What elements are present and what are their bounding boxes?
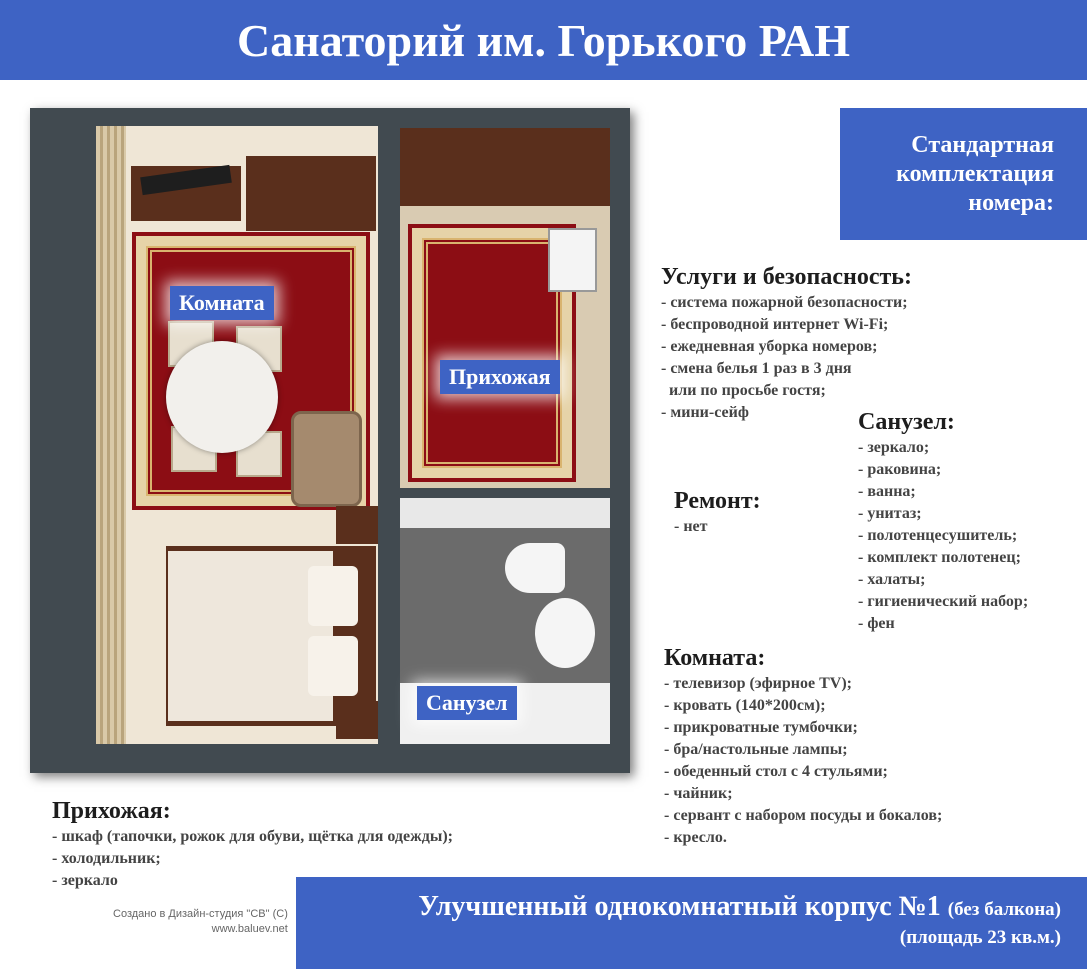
list-item: - полотенцесушитель; — [858, 527, 1018, 544]
list-item: - зеркало; — [858, 439, 930, 456]
plan-room-area — [96, 126, 378, 744]
credit-line: Создано в Дизайн-студия "СВ" (С) — [113, 908, 288, 920]
list-item: - кровать (140*200см); — [664, 697, 826, 714]
footer-banner — [296, 877, 1087, 969]
dining-table — [166, 341, 278, 453]
footer-title: Улучшенный однокомнатный корпус №1 — [418, 891, 941, 922]
section-title: Санузел: — [858, 409, 955, 435]
credit-link[interactable]: www.baluev.net — [211, 923, 288, 935]
sideboard — [246, 156, 376, 231]
list-item: - унитаз; — [858, 505, 922, 522]
standard-config-box — [840, 108, 1087, 240]
pillow — [308, 566, 358, 626]
plan-label-bathroom: Санузел — [417, 686, 517, 720]
list-item: - шкаф (тапочки, рожок для обуви, щётка для одежды); — [52, 828, 453, 845]
list-item: - зеркало — [52, 872, 118, 889]
list-item: - кресло. — [664, 829, 727, 846]
list-item: - гигиенический набор; — [858, 593, 1029, 610]
wardrobe — [400, 128, 610, 206]
pillow — [308, 636, 358, 696]
list-item: - бра/настольные лампы; — [664, 741, 848, 758]
repair-section — [674, 488, 761, 538]
list-item: - прикроватные тумбочки; — [664, 719, 858, 736]
floor-plan — [30, 108, 630, 773]
footer-note: (без балкона) — [947, 899, 1061, 920]
design-credit — [113, 907, 288, 937]
list-item: - система пожарной безопасности; — [661, 294, 908, 311]
list-item: - раковина; — [858, 461, 942, 478]
armchair — [291, 411, 362, 507]
toilet — [505, 543, 565, 593]
list-item: - фен — [858, 615, 895, 632]
list-item: - ванна; — [858, 483, 916, 500]
plan-hallway-area — [400, 128, 610, 488]
section-title: Услуги и безопасность: — [661, 264, 912, 290]
list-item: - смена белья 1 раз в 3 дня — [661, 360, 852, 377]
section-title: Ремонт: — [674, 488, 761, 514]
config-line: Стандартная — [911, 131, 1054, 158]
list-item: - комплект полотенец; — [858, 549, 1021, 566]
footer-title-line — [296, 891, 1061, 923]
room-section — [664, 645, 942, 849]
config-line: номера: — [968, 189, 1054, 216]
section-title: Комната: — [664, 645, 766, 671]
section-title: Прихожая: — [52, 798, 171, 824]
list-item: - чайник; — [664, 785, 733, 802]
list-item: - холодильник; — [52, 850, 161, 867]
list-item: - сервант с набором посуды и бокалов; — [664, 807, 943, 824]
list-item: - обеденный стол с 4 стульями; — [664, 763, 888, 780]
list-item: - ежедневная уборка номеров; — [661, 338, 878, 355]
list-item: - нет — [674, 518, 708, 535]
list-item: - халаты; — [858, 571, 926, 588]
plan-label-hallway: Прихожая — [440, 360, 560, 394]
footer-area: (площадь 23 кв.м.) — [899, 927, 1061, 948]
list-item: - беспроводной интернет Wi-Fi; — [661, 316, 889, 333]
nightstand — [336, 506, 378, 544]
page-title: Санаторий им. Горького РАН — [0, 0, 1087, 80]
plan-label-room: Комната — [170, 286, 274, 320]
config-line: комплектация — [896, 160, 1054, 187]
bathroom-wall-tiles — [400, 498, 610, 528]
list-item: или по просьбе гостя; — [661, 382, 826, 399]
sink — [535, 598, 595, 668]
list-item: - мини-сейф — [661, 404, 749, 421]
curtain — [96, 126, 126, 744]
bathroom-section — [858, 409, 1028, 635]
list-item: - телевизор (эфирное TV); — [664, 675, 852, 692]
services-section — [661, 264, 912, 424]
fridge — [548, 228, 597, 292]
